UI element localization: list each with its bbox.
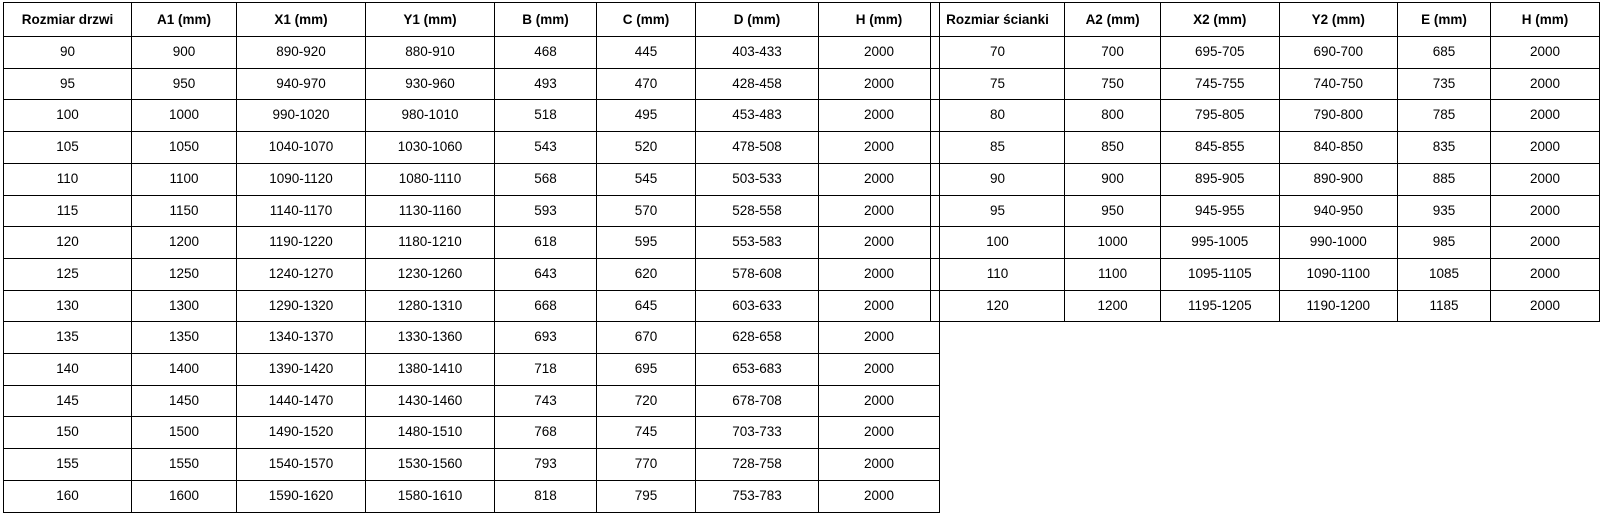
cell: 2000 [819,322,940,354]
cell: 130 [4,290,132,322]
doors-dimension-table [3,2,940,513]
cell: 1140-1170 [237,195,366,227]
cell: 603-633 [696,290,819,322]
cell: 753-783 [696,480,819,512]
column-header-rozmiar-drzwi: Rozmiar drzwi [4,3,132,37]
cell: 1190-1200 [1279,290,1397,322]
column-header-h: H (mm) [819,3,940,37]
cell: 2000 [1490,227,1599,259]
cell: 668 [495,290,597,322]
cell: 1050 [132,132,237,164]
cell: 840-850 [1279,132,1397,164]
cell: 478-508 [696,132,819,164]
cell: 105 [4,132,132,164]
cell: 2000 [819,354,940,386]
cell: 2000 [819,68,940,100]
cell: 1250 [132,258,237,290]
cell: 845-855 [1161,132,1279,164]
cell: 900 [1065,163,1161,195]
table-row [4,385,940,417]
cell: 1440-1470 [237,385,366,417]
cell: 1500 [132,417,237,449]
cell: 1195-1205 [1161,290,1279,322]
table-row [4,68,940,100]
cell: 1240-1270 [237,258,366,290]
column-header-d: D (mm) [696,3,819,37]
cell: 1390-1420 [237,354,366,386]
cell: 545 [597,163,696,195]
cell: 1550 [132,449,237,481]
column-header-y1: Y1 (mm) [366,3,495,37]
cell: 445 [597,37,696,69]
cell: 95 [4,68,132,100]
cell: 150 [4,417,132,449]
cell: 80 [931,100,1065,132]
cell: 155 [4,449,132,481]
cell: 1600 [132,480,237,512]
table-row [4,290,940,322]
cell: 553-583 [696,227,819,259]
cell: 768 [495,417,597,449]
cell: 1090-1120 [237,163,366,195]
cell: 850 [1065,132,1161,164]
cell: 2000 [1490,100,1599,132]
cell: 1150 [132,195,237,227]
cell: 428-458 [696,68,819,100]
cell: 493 [495,68,597,100]
table-row [931,132,1600,164]
cell: 720 [597,385,696,417]
cell: 1530-1560 [366,449,495,481]
table-row [4,417,940,449]
cell: 718 [495,354,597,386]
cell: 2000 [1490,68,1599,100]
cell: 2000 [819,385,940,417]
cell: 1030-1060 [366,132,495,164]
cell: 653-683 [696,354,819,386]
cell: 1200 [132,227,237,259]
cell: 628-658 [696,322,819,354]
cell: 2000 [1490,290,1599,322]
cell: 2000 [819,480,940,512]
cell: 618 [495,227,597,259]
cell: 728-758 [696,449,819,481]
cell: 2000 [819,417,940,449]
table-header-row [4,3,940,37]
cell: 1200 [1065,290,1161,322]
cell: 1095-1105 [1161,258,1279,290]
column-header-a2: A2 (mm) [1065,3,1161,37]
table-row [4,195,940,227]
cell: 695-705 [1161,37,1279,69]
cell: 1000 [1065,227,1161,259]
cell: 90 [4,37,132,69]
cell: 1040-1070 [237,132,366,164]
cell: 1450 [132,385,237,417]
cell: 1100 [1065,258,1161,290]
cell: 2000 [1490,37,1599,69]
walls-table-body [931,37,1600,322]
cell: 818 [495,480,597,512]
cell: 2000 [819,132,940,164]
cell: 885 [1398,163,1491,195]
cell: 1130-1160 [366,195,495,227]
cell: 1330-1360 [366,322,495,354]
cell: 85 [931,132,1065,164]
cell: 950 [1065,195,1161,227]
cell: 135 [4,322,132,354]
cell: 900 [132,37,237,69]
cell: 1100 [132,163,237,195]
cell: 690-700 [1279,37,1397,69]
cell: 1090-1100 [1279,258,1397,290]
cell: 1000 [132,100,237,132]
cell: 570 [597,195,696,227]
table-row [931,37,1600,69]
cell: 1280-1310 [366,290,495,322]
doors-dimension-table-container [3,2,940,513]
cell: 795-805 [1161,100,1279,132]
cell: 140 [4,354,132,386]
cell: 770 [597,449,696,481]
cell: 735 [1398,68,1491,100]
cell: 468 [495,37,597,69]
cell: 950 [132,68,237,100]
cell: 895-905 [1161,163,1279,195]
cell: 980-1010 [366,100,495,132]
column-header-c: C (mm) [597,3,696,37]
cell: 880-910 [366,37,495,69]
cell: 945-955 [1161,195,1279,227]
cell: 1350 [132,322,237,354]
cell: 740-750 [1279,68,1397,100]
cell: 1290-1320 [237,290,366,322]
table-row [4,449,940,481]
cell: 503-533 [696,163,819,195]
cell: 1430-1460 [366,385,495,417]
cell: 2000 [1490,163,1599,195]
cell: 528-558 [696,195,819,227]
cell: 1400 [132,354,237,386]
cell: 145 [4,385,132,417]
cell: 1340-1370 [237,322,366,354]
cell: 75 [931,68,1065,100]
table-row [4,163,940,195]
cell: 453-483 [696,100,819,132]
cell: 578-608 [696,258,819,290]
table-row [4,354,940,386]
cell: 743 [495,385,597,417]
walls-dimension-table-container [930,2,1600,322]
cell: 470 [597,68,696,100]
column-header-h: H (mm) [1490,3,1599,37]
column-header-a1: A1 (mm) [132,3,237,37]
cell: 643 [495,258,597,290]
cell: 940-970 [237,68,366,100]
cell: 620 [597,258,696,290]
table-row [4,100,940,132]
cell: 1590-1620 [237,480,366,512]
doors-table-header [4,3,940,37]
cell: 1180-1210 [366,227,495,259]
cell: 2000 [819,37,940,69]
cell: 1480-1510 [366,417,495,449]
cell: 703-733 [696,417,819,449]
cell: 745 [597,417,696,449]
cell: 985 [1398,227,1491,259]
table-row [4,480,940,512]
cell: 793 [495,449,597,481]
cell: 2000 [1490,258,1599,290]
cell: 930-960 [366,68,495,100]
table-row [931,68,1600,100]
column-header-y2: Y2 (mm) [1279,3,1397,37]
cell: 990-1020 [237,100,366,132]
cell: 110 [931,258,1065,290]
cell: 935 [1398,195,1491,227]
cell: 70 [931,37,1065,69]
cell: 2000 [1490,195,1599,227]
cell: 95 [931,195,1065,227]
cell: 1080-1110 [366,163,495,195]
cell: 890-920 [237,37,366,69]
table-row [931,258,1600,290]
cell: 645 [597,290,696,322]
cell: 790-800 [1279,100,1397,132]
cell: 595 [597,227,696,259]
table-row [4,258,940,290]
cell: 2000 [1490,132,1599,164]
cell: 890-900 [1279,163,1397,195]
cell: 593 [495,195,597,227]
cell: 1085 [1398,258,1491,290]
cell: 990-1000 [1279,227,1397,259]
cell: 518 [495,100,597,132]
cell: 785 [1398,100,1491,132]
table-row [931,290,1600,322]
cell: 2000 [819,227,940,259]
cell: 940-950 [1279,195,1397,227]
cell: 495 [597,100,696,132]
cell: 2000 [819,195,940,227]
cell: 520 [597,132,696,164]
cell: 1300 [132,290,237,322]
cell: 800 [1065,100,1161,132]
table-row [931,163,1600,195]
cell: 120 [4,227,132,259]
cell: 110 [4,163,132,195]
cell: 543 [495,132,597,164]
cell: 2000 [819,449,940,481]
cell: 1380-1410 [366,354,495,386]
table-header-row [931,3,1600,37]
cell: 125 [4,258,132,290]
table-row [4,37,940,69]
cell: 670 [597,322,696,354]
cell: 2000 [819,100,940,132]
column-header-e: E (mm) [1398,3,1491,37]
cell: 115 [4,195,132,227]
table-row [4,227,940,259]
cell: 1490-1520 [237,417,366,449]
cell: 693 [495,322,597,354]
cell: 795 [597,480,696,512]
walls-dimension-table [930,2,1600,322]
cell: 2000 [819,163,940,195]
cell: 1580-1610 [366,480,495,512]
doors-table-body [4,37,940,513]
cell: 403-433 [696,37,819,69]
cell: 90 [931,163,1065,195]
cell: 685 [1398,37,1491,69]
table-row [4,322,940,354]
table-row [931,100,1600,132]
cell: 120 [931,290,1065,322]
cell: 100 [931,227,1065,259]
cell: 1185 [1398,290,1491,322]
table-row [931,195,1600,227]
cell: 700 [1065,37,1161,69]
table-row [931,227,1600,259]
column-header-x2: X2 (mm) [1161,3,1279,37]
column-header-x1: X1 (mm) [237,3,366,37]
cell: 750 [1065,68,1161,100]
table-row [4,132,940,164]
cell: 1230-1260 [366,258,495,290]
cell: 995-1005 [1161,227,1279,259]
column-header-b: B (mm) [495,3,597,37]
walls-table-header [931,3,1600,37]
cell: 160 [4,480,132,512]
cell: 678-708 [696,385,819,417]
cell: 568 [495,163,597,195]
cell: 2000 [819,258,940,290]
cell: 1540-1570 [237,449,366,481]
cell: 100 [4,100,132,132]
cell: 1190-1220 [237,227,366,259]
cell: 745-755 [1161,68,1279,100]
column-header-rozmiar-scianki: Rozmiar ścianki [931,3,1065,37]
cell: 695 [597,354,696,386]
cell: 835 [1398,132,1491,164]
cell: 2000 [819,290,940,322]
